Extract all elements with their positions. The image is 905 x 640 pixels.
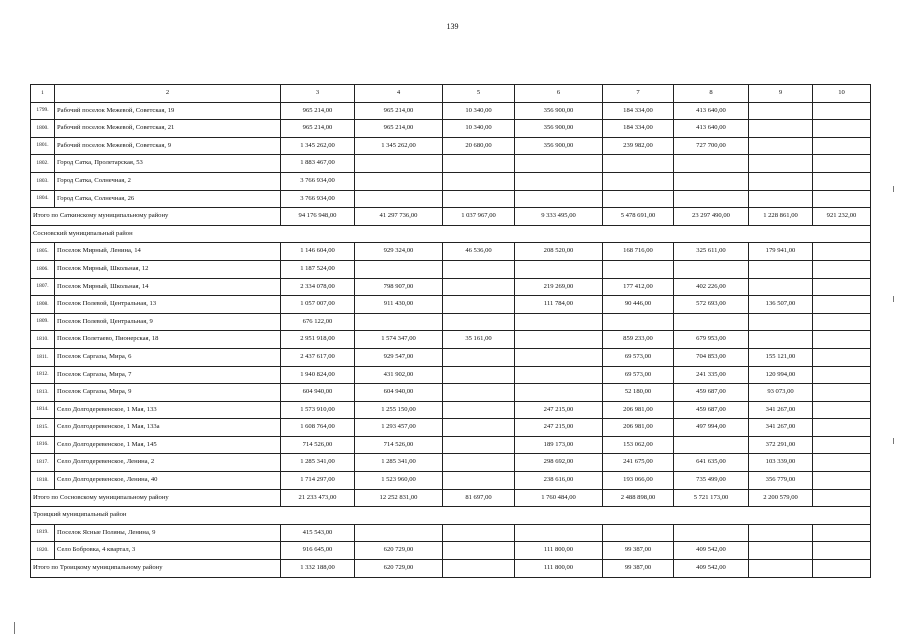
row-number-cell: 1817. [31,454,55,472]
value-cell: 413 640,00 [674,102,749,120]
row-number-cell: 1820. [31,542,55,560]
value-cell: 298 692,00 [515,454,603,472]
value-cell [749,155,813,173]
row-number-cell: 1811. [31,348,55,366]
value-cell [355,172,443,190]
value-cell [749,278,813,296]
column-header-cell: 7 [603,85,674,103]
value-cell: 1 883 467,00 [281,155,355,173]
value-cell: 2 200 579,00 [749,489,813,507]
value-cell [749,172,813,190]
column-header-cell: 6 [515,85,603,103]
value-cell: 46 536,00 [443,243,515,261]
table-row [31,348,871,366]
row-number-cell: 1813. [31,384,55,402]
value-cell: 120 994,00 [749,366,813,384]
value-cell: 206 981,00 [603,419,674,437]
scan-margin-mark [893,438,894,444]
column-header-cell: 4 [355,85,443,103]
row-number-cell: 1806. [31,260,55,278]
table-row [31,366,871,384]
column-header-cell: 3 [281,85,355,103]
value-cell: 206 981,00 [603,401,674,419]
value-cell: 1 255 150,00 [355,401,443,419]
table-row [31,172,871,190]
value-cell: 23 297 490,00 [674,208,749,226]
value-cell: 341 267,00 [749,401,813,419]
register-table [30,84,871,578]
value-cell [443,296,515,314]
row-number-cell: 1815. [31,419,55,437]
value-cell [749,190,813,208]
value-cell: 90 446,00 [603,296,674,314]
value-cell [355,155,443,173]
value-cell: 184 334,00 [603,102,674,120]
address-cell: Город Сатка, Пролетарская, 53 [55,155,281,173]
table-row [31,313,871,331]
address-cell: Поселок Мирный, Школьная, 14 [55,278,281,296]
value-cell [813,401,871,419]
value-cell [515,313,603,331]
value-cell: 5 721 173,00 [674,489,749,507]
value-cell [749,313,813,331]
value-cell: 1 345 262,00 [355,137,443,155]
address-cell: Поселок Саргазы, Мира, 6 [55,348,281,366]
value-cell [749,331,813,349]
value-cell: 459 687,00 [674,401,749,419]
value-cell: 94 176 948,00 [281,208,355,226]
value-cell [813,155,871,173]
value-cell [443,472,515,490]
value-cell: 372 291,00 [749,436,813,454]
table-row [31,542,871,560]
value-cell: 1 345 262,00 [281,137,355,155]
address-cell: Поселок Полевой, Центральная, 13 [55,296,281,314]
column-header-cell: 1 [31,85,55,103]
value-cell [813,436,871,454]
row-number-cell: 1809. [31,313,55,331]
value-cell: 356 779,00 [749,472,813,490]
value-cell [603,524,674,542]
value-cell [515,366,603,384]
value-cell [674,172,749,190]
value-cell [515,348,603,366]
value-cell: 459 687,00 [674,384,749,402]
value-cell [749,524,813,542]
address-cell: Село Бобровка, 4 квартал, 3 [55,542,281,560]
value-cell [674,436,749,454]
value-cell: 356 900,00 [515,102,603,120]
value-cell [515,260,603,278]
value-cell: 415 543,00 [281,524,355,542]
value-cell [443,542,515,560]
value-cell [674,524,749,542]
value-cell [515,524,603,542]
address-cell: Поселок Полевой, Центральная, 9 [55,313,281,331]
value-cell: 208 520,00 [515,243,603,261]
value-cell: 10 340,00 [443,120,515,138]
value-cell [443,384,515,402]
value-cell: 179 941,00 [749,243,813,261]
table-row [31,120,871,138]
value-cell: 111 784,00 [515,296,603,314]
value-cell: 1 285 341,00 [281,454,355,472]
value-cell: 604 940,00 [281,384,355,402]
value-cell: 3 766 934,00 [281,172,355,190]
value-cell: 1 573 910,00 [281,401,355,419]
row-number-cell: 1800. [31,120,55,138]
value-cell: 1 037 967,00 [443,208,515,226]
value-cell [813,278,871,296]
value-cell [813,120,871,138]
value-cell: 356 900,00 [515,120,603,138]
value-cell [749,542,813,560]
address-cell: Село Долгодеревенское, 1 Мая, 145 [55,436,281,454]
value-cell: 184 334,00 [603,120,674,138]
value-cell: 99 387,00 [603,560,674,578]
value-cell: 12 252 831,00 [355,489,443,507]
column-header-cell: 9 [749,85,813,103]
table-row [31,296,871,314]
address-cell: Рабочий поселок Межевой, Советская, 21 [55,120,281,138]
value-cell [749,137,813,155]
value-cell [443,278,515,296]
value-cell [813,472,871,490]
value-cell [603,155,674,173]
row-number-cell: 1808. [31,296,55,314]
value-cell: 916 645,00 [281,542,355,560]
district-section-row [31,225,871,243]
value-cell: 35 161,00 [443,331,515,349]
address-cell: Поселок Полетаево, Пионерская, 18 [55,331,281,349]
value-cell [813,172,871,190]
value-cell [813,102,871,120]
value-cell [813,137,871,155]
value-cell [515,190,603,208]
value-cell: 409 542,00 [674,542,749,560]
value-cell: 604 940,00 [355,384,443,402]
value-cell: 21 233 473,00 [281,489,355,507]
value-cell [443,348,515,366]
value-cell: 409 542,00 [674,560,749,578]
total-label-cell: Итого по Троицкому муниципальному району [31,560,281,578]
value-cell: 497 994,00 [674,419,749,437]
value-cell [749,120,813,138]
value-cell: 727 700,00 [674,137,749,155]
table-row [31,436,871,454]
value-cell [515,384,603,402]
value-cell: 81 697,00 [443,489,515,507]
value-cell: 189 173,00 [515,436,603,454]
value-cell: 177 412,00 [603,278,674,296]
row-number-cell: 1807. [31,278,55,296]
value-cell [443,313,515,331]
value-cell: 965 214,00 [355,120,443,138]
column-header-cell: 10 [813,85,871,103]
value-cell: 93 073,00 [749,384,813,402]
column-header-cell: 8 [674,85,749,103]
value-cell: 168 716,00 [603,243,674,261]
row-number-cell: 1802. [31,155,55,173]
scan-margin-mark [14,622,15,634]
value-cell: 1 760 484,00 [515,489,603,507]
value-cell: 99 387,00 [603,542,674,560]
table-row [31,524,871,542]
value-cell: 929 547,00 [355,348,443,366]
value-cell: 111 800,00 [515,560,603,578]
header-row [31,85,871,103]
value-cell: 798 907,00 [355,278,443,296]
page-number: 139 [446,22,459,31]
value-cell: 1 332 188,00 [281,560,355,578]
scan-margin-mark [893,296,894,302]
value-cell [355,524,443,542]
value-cell: 1 228 861,00 [749,208,813,226]
district-name-cell: Сосновский муниципальный район [31,225,871,243]
value-cell: 929 324,00 [355,243,443,261]
address-cell: Село Долгодеревенское, Ленина, 2 [55,454,281,472]
value-cell [813,331,871,349]
address-cell: Село Долгодеревенское, Ленина, 40 [55,472,281,490]
table-row [31,278,871,296]
address-cell: Поселок Ясные Поляны, Ленина, 9 [55,524,281,542]
row-number-cell: 1804. [31,190,55,208]
address-cell: Город Сатка, Солнечная, 26 [55,190,281,208]
value-cell [674,260,749,278]
table-row [31,454,871,472]
value-cell: 2 488 898,00 [603,489,674,507]
value-cell: 136 507,00 [749,296,813,314]
value-cell [813,454,871,472]
value-cell: 859 233,00 [603,331,674,349]
value-cell [674,155,749,173]
value-cell: 3 766 934,00 [281,190,355,208]
value-cell: 1 523 960,00 [355,472,443,490]
value-cell: 735 499,00 [674,472,749,490]
value-cell: 1 057 007,00 [281,296,355,314]
value-cell [813,260,871,278]
value-cell: 1 608 764,00 [281,419,355,437]
value-cell: 911 430,00 [355,296,443,314]
value-cell [443,524,515,542]
address-cell: Город Сатка, Солнечная, 2 [55,172,281,190]
value-cell: 238 616,00 [515,472,603,490]
district-total-row [31,208,871,226]
address-cell: Поселок Саргазы, Мира, 7 [55,366,281,384]
total-label-cell: Итого по Сосновскому муниципальному району [31,489,281,507]
value-cell: 2 334 078,00 [281,278,355,296]
value-cell [813,524,871,542]
value-cell: 413 640,00 [674,120,749,138]
value-cell [443,560,515,578]
value-cell [443,454,515,472]
value-cell: 714 526,00 [281,436,355,454]
value-cell [813,542,871,560]
address-cell: Поселок Мирный, Школьная, 12 [55,260,281,278]
value-cell: 431 902,00 [355,366,443,384]
value-cell: 341 267,00 [749,419,813,437]
value-cell: 219 269,00 [515,278,603,296]
value-cell: 9 333 495,00 [515,208,603,226]
value-cell [515,172,603,190]
value-cell: 1 574 347,00 [355,331,443,349]
value-cell: 714 526,00 [355,436,443,454]
value-cell [813,190,871,208]
value-cell [443,419,515,437]
value-cell: 103 339,00 [749,454,813,472]
value-cell [674,313,749,331]
value-cell: 965 214,00 [281,120,355,138]
value-cell: 620 729,00 [355,542,443,560]
value-cell: 247 215,00 [515,419,603,437]
value-cell [749,260,813,278]
value-cell: 241 335,00 [674,366,749,384]
value-cell: 20 680,00 [443,137,515,155]
value-cell: 2 951 918,00 [281,331,355,349]
value-cell: 155 121,00 [749,348,813,366]
value-cell [603,313,674,331]
value-cell: 676 122,00 [281,313,355,331]
value-cell: 69 573,00 [603,348,674,366]
district-total-row [31,489,871,507]
value-cell: 641 635,00 [674,454,749,472]
value-cell: 111 800,00 [515,542,603,560]
value-cell [443,190,515,208]
row-number-cell: 1803. [31,172,55,190]
value-cell: 921 232,00 [813,208,871,226]
table-row [31,401,871,419]
value-cell: 704 853,00 [674,348,749,366]
address-cell: Рабочий поселок Межевой, Советская, 9 [55,137,281,155]
value-cell: 247 215,00 [515,401,603,419]
value-cell: 2 437 617,00 [281,348,355,366]
table-row [31,190,871,208]
value-cell [813,384,871,402]
value-cell [603,172,674,190]
value-cell [674,190,749,208]
value-cell: 52 180,00 [603,384,674,402]
value-cell: 965 214,00 [355,102,443,120]
value-cell [603,190,674,208]
column-header-cell: 2 [55,85,281,103]
address-cell: Рабочий поселок Межевой, Советская, 19 [55,102,281,120]
value-cell: 41 297 736,00 [355,208,443,226]
value-cell: 679 953,00 [674,331,749,349]
value-cell [813,366,871,384]
value-cell: 239 982,00 [603,137,674,155]
value-cell: 1 714 297,00 [281,472,355,490]
row-number-cell: 1805. [31,243,55,261]
value-cell [443,366,515,384]
district-name-cell: Троицкий муниципальный район [31,507,871,525]
table-row [31,102,871,120]
table-row [31,419,871,437]
value-cell [813,489,871,507]
value-cell [603,260,674,278]
value-cell: 402 226,00 [674,278,749,296]
value-cell: 356 900,00 [515,137,603,155]
value-cell [443,401,515,419]
value-cell [749,102,813,120]
total-label-cell: Итого по Саткинскому муниципальному району [31,208,281,226]
value-cell: 1 285 341,00 [355,454,443,472]
value-cell: 69 573,00 [603,366,674,384]
address-cell: Село Долгодеревенское, 1 Мая, 133а [55,419,281,437]
row-number-cell: 1816. [31,436,55,454]
row-number-cell: 1799. [31,102,55,120]
district-total-row [31,560,871,578]
value-cell [813,560,871,578]
value-cell [443,155,515,173]
value-cell [443,172,515,190]
value-cell: 1 940 824,00 [281,366,355,384]
value-cell: 1 187 524,00 [281,260,355,278]
value-cell [355,260,443,278]
value-cell [813,313,871,331]
value-cell [813,296,871,314]
value-cell: 965 214,00 [281,102,355,120]
value-cell: 1 146 604,00 [281,243,355,261]
value-cell: 620 729,00 [355,560,443,578]
row-number-cell: 1810. [31,331,55,349]
row-number-cell: 1814. [31,401,55,419]
value-cell: 325 611,00 [674,243,749,261]
value-cell: 5 478 691,00 [603,208,674,226]
column-header-cell: 5 [443,85,515,103]
value-cell [813,348,871,366]
value-cell: 572 693,00 [674,296,749,314]
table-row [31,384,871,402]
value-cell [443,260,515,278]
row-number-cell: 1819. [31,524,55,542]
address-cell: Поселок Мирный, Ленина, 14 [55,243,281,261]
value-cell [813,243,871,261]
table-row [31,137,871,155]
value-cell [355,190,443,208]
value-cell: 153 062,00 [603,436,674,454]
scan-margin-mark [893,186,894,192]
table-row [31,155,871,173]
table-row [31,331,871,349]
table-row [31,243,871,261]
value-cell [515,331,603,349]
table-row [31,472,871,490]
value-cell [813,419,871,437]
value-cell: 10 340,00 [443,102,515,120]
address-cell: Поселок Саргазы, Мира, 9 [55,384,281,402]
value-cell: 1 293 457,00 [355,419,443,437]
table-row [31,260,871,278]
value-cell [515,155,603,173]
value-cell: 241 675,00 [603,454,674,472]
value-cell [749,560,813,578]
row-number-cell: 1818. [31,472,55,490]
row-number-cell: 1812. [31,366,55,384]
value-cell [443,436,515,454]
value-cell [355,313,443,331]
district-section-row [31,507,871,525]
value-cell: 193 066,00 [603,472,674,490]
row-number-cell: 1801. [31,137,55,155]
address-cell: Село Долгодеревенское, 1 Мая, 133 [55,401,281,419]
